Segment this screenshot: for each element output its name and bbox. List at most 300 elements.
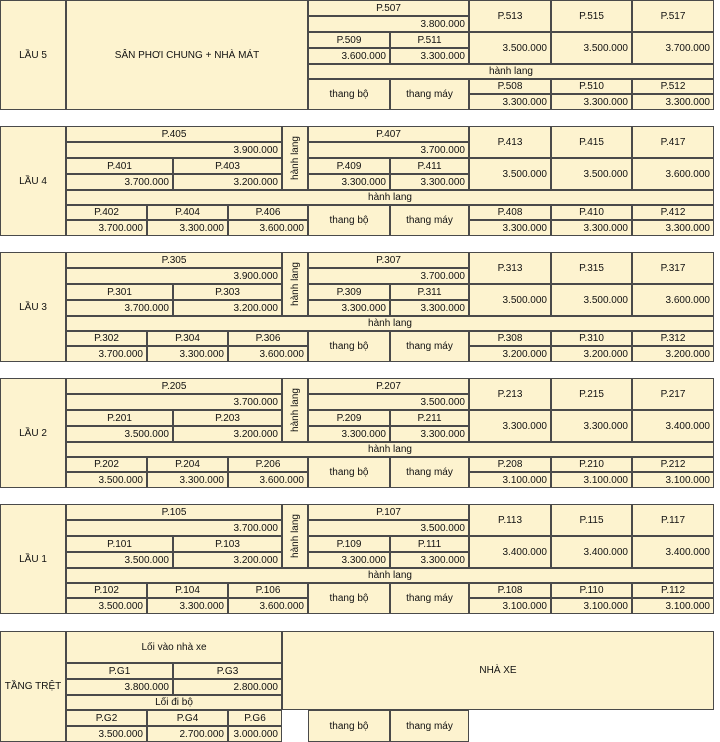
room-price-text: 3.200.000 xyxy=(502,348,547,360)
room-label xyxy=(632,205,714,220)
room-price-text: 3.100.000 xyxy=(665,600,710,612)
room-price xyxy=(469,32,551,64)
room-label-text: P.G2 xyxy=(95,712,118,724)
room-price xyxy=(551,220,632,236)
room-price-text: 3.300.000 xyxy=(420,50,465,62)
room-price xyxy=(632,410,714,442)
room-label xyxy=(551,583,632,598)
room-price xyxy=(469,536,551,568)
room-price xyxy=(308,16,469,32)
corridor-label xyxy=(66,316,714,331)
room-label-text: P.310 xyxy=(579,333,604,344)
room-label-text: P.205 xyxy=(161,380,187,392)
room-price xyxy=(632,284,714,316)
room-label-text: P.307 xyxy=(376,254,401,266)
room-label-text: P.317 xyxy=(660,262,686,274)
room-label-text: P.206 xyxy=(255,459,281,470)
stairs-label-text: thang bộ xyxy=(329,215,369,226)
room-price-text: 3.300.000 xyxy=(583,420,628,432)
floor-label-lau4 xyxy=(0,126,66,236)
room-label xyxy=(66,536,173,552)
room-label xyxy=(308,0,469,16)
room-label xyxy=(390,284,469,300)
room-price-text: 3.500.000 xyxy=(502,42,547,54)
room-price-text: 3.300.000 xyxy=(665,96,710,108)
room-label xyxy=(469,504,551,536)
room-price-text: 3.200.000 xyxy=(583,348,628,360)
room-price-text: 3.500.000 xyxy=(502,168,547,180)
vertical-corridor-label xyxy=(282,126,308,190)
room-price xyxy=(147,598,228,614)
room-price xyxy=(632,158,714,190)
room-label xyxy=(308,378,469,394)
room-price-text: 3.100.000 xyxy=(583,600,628,612)
room-price xyxy=(173,300,282,316)
stairs-label xyxy=(308,79,390,110)
stairs-label xyxy=(308,457,390,488)
room-price xyxy=(469,94,551,110)
room-price-text: 3.300.000 xyxy=(341,176,386,188)
room-label xyxy=(173,663,282,679)
room-price-text: 3.300.000 xyxy=(341,428,386,440)
room-label-text: P.308 xyxy=(497,333,523,344)
room-label xyxy=(66,457,147,472)
room-price-text: 3.200.000 xyxy=(233,554,278,566)
stairs-label-text: thang bộ xyxy=(329,593,369,604)
room-price xyxy=(173,552,282,568)
room-label xyxy=(469,205,551,220)
room-price xyxy=(66,300,173,316)
room-price-text: 3.300.000 xyxy=(420,428,465,440)
room-price xyxy=(308,552,390,568)
room-label xyxy=(228,457,308,472)
room-price xyxy=(66,552,173,568)
room-label xyxy=(308,126,469,142)
room-label-text: P.301 xyxy=(107,286,132,298)
room-price-text: 3.500.000 xyxy=(583,294,628,306)
room-label-text: P.117 xyxy=(660,514,686,526)
room-price-text: 3.200.000 xyxy=(233,302,278,314)
room-price xyxy=(308,394,469,410)
room-label xyxy=(147,457,228,472)
room-price-text: 3.700.000 xyxy=(420,270,465,282)
room-label-text: P.G4 xyxy=(176,712,199,724)
room-label xyxy=(147,331,228,346)
room-label xyxy=(632,378,714,410)
room-price xyxy=(551,94,632,110)
room-label-text: P.302 xyxy=(94,333,119,344)
elevator-label xyxy=(390,583,469,614)
room-label-text: P.417 xyxy=(660,136,686,148)
room-price-text: 2.700.000 xyxy=(179,728,224,740)
floor-label-lau5-text: LẦU 5 xyxy=(19,49,47,61)
room-label xyxy=(228,583,308,598)
room-label xyxy=(308,252,469,268)
room-price xyxy=(632,220,714,236)
room-label-text: P.G6 xyxy=(244,712,266,724)
room-label xyxy=(308,32,390,48)
room-label xyxy=(632,126,714,158)
room-price-text: 3.100.000 xyxy=(583,474,628,486)
room-label-text: P.217 xyxy=(660,388,686,400)
room-price xyxy=(66,520,282,536)
room-price xyxy=(308,268,469,284)
room-price-text: 3.500.000 xyxy=(124,554,169,566)
room-label xyxy=(551,205,632,220)
room-label-text: P.311 xyxy=(417,286,442,298)
room-price-text: 3.200.000 xyxy=(665,348,710,360)
room-price xyxy=(551,284,632,316)
room-price-text: 3.300.000 xyxy=(420,302,465,314)
room-label-text: P.511 xyxy=(417,34,442,46)
room-price-text: 3.400.000 xyxy=(502,546,547,558)
room-price-text: 3.500.000 xyxy=(98,728,143,740)
room-price-text: 3.900.000 xyxy=(233,144,278,156)
room-label xyxy=(469,583,551,598)
room-price xyxy=(308,48,390,64)
room-label-text: P.G3 xyxy=(216,665,239,677)
room-label xyxy=(551,378,632,410)
floor-label-lau2 xyxy=(0,378,66,488)
room-label-text: P.412 xyxy=(660,207,686,218)
room-label xyxy=(469,126,551,158)
room-price xyxy=(469,346,551,362)
room-label xyxy=(173,536,282,552)
room-label xyxy=(632,504,714,536)
stairs-label xyxy=(308,710,390,742)
room-price xyxy=(551,598,632,614)
room-price-text: 3.100.000 xyxy=(502,600,547,612)
room-price xyxy=(147,220,228,236)
garage-label-text: NHÀ XE xyxy=(479,665,517,676)
room-label-text: P.212 xyxy=(660,459,686,470)
room-price xyxy=(390,426,469,442)
room-label-text: P.112 xyxy=(660,585,686,596)
room-price xyxy=(390,174,469,190)
room-label xyxy=(469,331,551,346)
room-price xyxy=(228,598,308,614)
room-label-text: P.509 xyxy=(336,34,362,46)
vertical-corridor-label xyxy=(282,504,308,568)
room-price-text: 3.500.000 xyxy=(98,474,143,486)
room-price xyxy=(390,552,469,568)
room-label-text: P.413 xyxy=(497,136,523,148)
room-label xyxy=(173,284,282,300)
elevator-label xyxy=(390,710,469,742)
room-label-text: P.111 xyxy=(417,538,442,550)
floor-label-lau1 xyxy=(0,504,66,614)
room-label xyxy=(632,457,714,472)
room-label-text: P.517 xyxy=(660,10,686,22)
room-label-text: P.113 xyxy=(497,514,523,526)
room-label xyxy=(228,710,282,726)
room-price-text: 3.300.000 xyxy=(179,348,224,360)
room-price-text: 3.700.000 xyxy=(124,302,169,314)
room-label xyxy=(469,378,551,410)
room-label xyxy=(551,126,632,158)
room-price xyxy=(632,536,714,568)
room-label xyxy=(632,0,714,32)
room-price xyxy=(469,158,551,190)
room-price-text: 3.600.000 xyxy=(341,50,386,62)
vertical-corridor-label-text: hành lang xyxy=(289,262,301,306)
room-label-text: P.409 xyxy=(336,160,362,172)
room-price xyxy=(551,346,632,362)
room-label xyxy=(66,284,173,300)
room-price xyxy=(147,726,228,742)
stairs-label-text: thang bộ xyxy=(329,467,369,478)
room-label xyxy=(228,331,308,346)
room-price xyxy=(66,174,173,190)
room-price-text: 3.300.000 xyxy=(502,96,547,108)
room-price xyxy=(469,598,551,614)
room-label-text: P.102 xyxy=(94,585,119,596)
room-label xyxy=(632,79,714,94)
room-label-text: P.303 xyxy=(215,286,240,298)
room-label xyxy=(147,710,228,726)
room-price-text: 3.500.000 xyxy=(124,428,169,440)
room-label-text: P.403 xyxy=(215,160,240,172)
room-price-text: 3.400.000 xyxy=(665,546,710,558)
room-price xyxy=(469,284,551,316)
room-price-text: 3.000.000 xyxy=(233,728,278,740)
room-label-text: P.110 xyxy=(579,585,604,596)
room-label-text: P.408 xyxy=(497,207,523,218)
room-price-text: 3.300.000 xyxy=(420,554,465,566)
room-label-text: P.512 xyxy=(660,81,686,92)
room-label-text: P.410 xyxy=(579,207,604,218)
room-label-text: P.106 xyxy=(255,585,281,596)
room-label xyxy=(551,331,632,346)
room-label xyxy=(66,504,282,520)
corridor-label-text: hành lang xyxy=(368,192,412,203)
room-label-text: P.507 xyxy=(376,2,401,14)
room-price-text: 3.600.000 xyxy=(665,294,710,306)
stairs-label xyxy=(308,205,390,236)
room-label xyxy=(66,205,147,220)
room-label xyxy=(390,158,469,174)
room-price-text: 3.300.000 xyxy=(179,600,224,612)
elevator-label-text: thang máy xyxy=(406,593,453,604)
room-label-text: P.315 xyxy=(579,262,604,274)
room-label xyxy=(66,663,173,679)
vertical-corridor-label-text: hành lang xyxy=(289,514,301,558)
room-price-text: 3.800.000 xyxy=(124,681,169,693)
room-label xyxy=(308,284,390,300)
room-label xyxy=(228,205,308,220)
walkway-label-text: Lối đi bộ xyxy=(155,697,193,708)
room-price-text: 3.500.000 xyxy=(583,168,628,180)
room-label-text: P.515 xyxy=(579,10,604,22)
room-label-text: P.411 xyxy=(417,160,442,172)
room-label-text: P.207 xyxy=(376,380,401,392)
room-price xyxy=(66,346,147,362)
room-label xyxy=(469,457,551,472)
room-label-text: P.107 xyxy=(376,506,401,518)
room-price xyxy=(147,472,228,488)
room-price-text: 3.700.000 xyxy=(124,176,169,188)
room-price-text: 3.100.000 xyxy=(665,474,710,486)
room-label-text: P.304 xyxy=(175,333,200,344)
room-price xyxy=(390,48,469,64)
room-price-text: 3.300.000 xyxy=(179,222,224,234)
room-price-text: 3.500.000 xyxy=(502,294,547,306)
room-price-text: 3.700.000 xyxy=(233,522,278,534)
room-price xyxy=(632,94,714,110)
room-price xyxy=(390,300,469,316)
walkway-label xyxy=(66,695,282,710)
room-price-text: 3.600.000 xyxy=(259,474,304,486)
room-price xyxy=(228,346,308,362)
room-label-text: P.210 xyxy=(579,459,604,470)
room-label-text: P.103 xyxy=(215,538,240,550)
room-price xyxy=(173,174,282,190)
room-price xyxy=(469,410,551,442)
room-label xyxy=(173,410,282,426)
room-label xyxy=(308,536,390,552)
room-label-text: P.202 xyxy=(94,459,119,470)
corridor-label xyxy=(66,568,714,583)
room-price-text: 3.600.000 xyxy=(259,222,304,234)
room-price-text: 3.500.000 xyxy=(583,42,628,54)
stairs-label-text: thang bộ xyxy=(329,341,369,352)
room-price-text: 3.100.000 xyxy=(502,474,547,486)
room-label-text: P.312 xyxy=(660,333,686,344)
garage-label xyxy=(282,631,714,710)
room-price xyxy=(228,220,308,236)
room-price xyxy=(551,536,632,568)
room-label-text: P.508 xyxy=(497,81,523,92)
room-price-text: 3.300.000 xyxy=(583,222,628,234)
stairs-label-text: thang bộ xyxy=(329,720,369,732)
room-price-text: 3.400.000 xyxy=(583,546,628,558)
room-price-text: 3.300.000 xyxy=(583,96,628,108)
room-price-text: 3.600.000 xyxy=(259,348,304,360)
room-label-text: P.402 xyxy=(94,207,119,218)
room-label-text: P.405 xyxy=(161,128,187,140)
room-label-text: P.513 xyxy=(497,10,523,22)
common-area-label-text: SÂN PHƠI CHUNG + NHÀ MÁT xyxy=(114,49,260,61)
elevator-label xyxy=(390,79,469,110)
corridor-label-text: hành lang xyxy=(489,66,533,77)
room-label xyxy=(66,158,173,174)
room-label xyxy=(66,378,282,394)
room-label-text: P.407 xyxy=(376,128,401,140)
room-label xyxy=(551,252,632,284)
room-price-text: 3.500.000 xyxy=(420,522,465,534)
room-label-text: P.305 xyxy=(161,254,187,266)
room-label xyxy=(390,32,469,48)
room-label xyxy=(66,331,147,346)
room-price xyxy=(66,268,282,284)
room-price-text: 3.600.000 xyxy=(259,600,304,612)
room-price xyxy=(308,300,390,316)
room-label xyxy=(390,536,469,552)
vertical-corridor-label-text: hành lang xyxy=(289,136,301,180)
room-label xyxy=(551,504,632,536)
room-price-text: 3.300.000 xyxy=(502,420,547,432)
room-label xyxy=(551,79,632,94)
room-price-text: 3.500.000 xyxy=(420,396,465,408)
room-price-text: 3.400.000 xyxy=(665,420,710,432)
stairs-label-text: thang bộ xyxy=(329,89,369,100)
room-label-text: P.201 xyxy=(107,412,132,424)
room-label-text: P.309 xyxy=(336,286,362,298)
room-price xyxy=(66,394,282,410)
corridor-label xyxy=(66,442,714,457)
room-label xyxy=(66,710,147,726)
room-price xyxy=(147,346,228,362)
room-label-text: P.105 xyxy=(161,506,187,518)
room-price xyxy=(469,472,551,488)
room-label-text: P.510 xyxy=(579,81,604,92)
room-price-text: 3.900.000 xyxy=(233,270,278,282)
elevator-label xyxy=(390,331,469,362)
room-price xyxy=(66,598,147,614)
room-label xyxy=(66,410,173,426)
corridor-label-text: hành lang xyxy=(368,318,412,329)
room-price-text: 3.300.000 xyxy=(341,554,386,566)
room-label xyxy=(66,252,282,268)
elevator-label-text: thang máy xyxy=(406,341,453,352)
room-price xyxy=(66,472,147,488)
room-label-text: P.404 xyxy=(175,207,200,218)
room-label-text: P.306 xyxy=(255,333,281,344)
room-price-text: 3.300.000 xyxy=(341,302,386,314)
room-label-text: P.101 xyxy=(107,538,132,550)
room-price-text: 3.500.000 xyxy=(98,600,143,612)
room-label-text: P.204 xyxy=(175,459,200,470)
room-price xyxy=(632,598,714,614)
room-label-text: P.108 xyxy=(497,585,523,596)
corridor-label-text: hành lang xyxy=(368,570,412,581)
corridor-label xyxy=(66,190,714,205)
elevator-label xyxy=(390,205,469,236)
corridor-label xyxy=(308,64,714,79)
elevator-label-text: thang máy xyxy=(406,89,453,100)
room-label xyxy=(308,158,390,174)
room-label xyxy=(147,583,228,598)
room-price xyxy=(66,726,147,742)
room-price-text: 3.700.000 xyxy=(233,396,278,408)
elevator-label-text: thang máy xyxy=(406,215,453,226)
floor-label-lau1-text: LẦU 1 xyxy=(19,553,47,565)
room-price-text: 3.700.000 xyxy=(98,222,143,234)
room-label-text: P.208 xyxy=(497,459,523,470)
room-price xyxy=(632,32,714,64)
room-price-text: 3.300.000 xyxy=(420,176,465,188)
elevator-label xyxy=(390,457,469,488)
vertical-corridor-label xyxy=(282,378,308,442)
vertical-corridor-label-text: hành lang xyxy=(289,388,301,432)
room-price xyxy=(551,32,632,64)
room-price xyxy=(66,220,147,236)
room-price-text: 3.800.000 xyxy=(420,18,465,30)
room-label xyxy=(469,0,551,32)
room-label-text: P.211 xyxy=(417,412,442,424)
room-label xyxy=(173,158,282,174)
room-label xyxy=(308,504,469,520)
vertical-corridor-label xyxy=(282,252,308,316)
room-label-text: P.109 xyxy=(336,538,362,550)
room-price xyxy=(632,472,714,488)
room-price-text: 3.700.000 xyxy=(98,348,143,360)
stairs-label xyxy=(308,331,390,362)
floor-label-lau3 xyxy=(0,252,66,362)
floor-label-lau4-text: LẦU 4 xyxy=(19,175,47,187)
room-price-text: 3.300.000 xyxy=(502,222,547,234)
room-price xyxy=(228,472,308,488)
